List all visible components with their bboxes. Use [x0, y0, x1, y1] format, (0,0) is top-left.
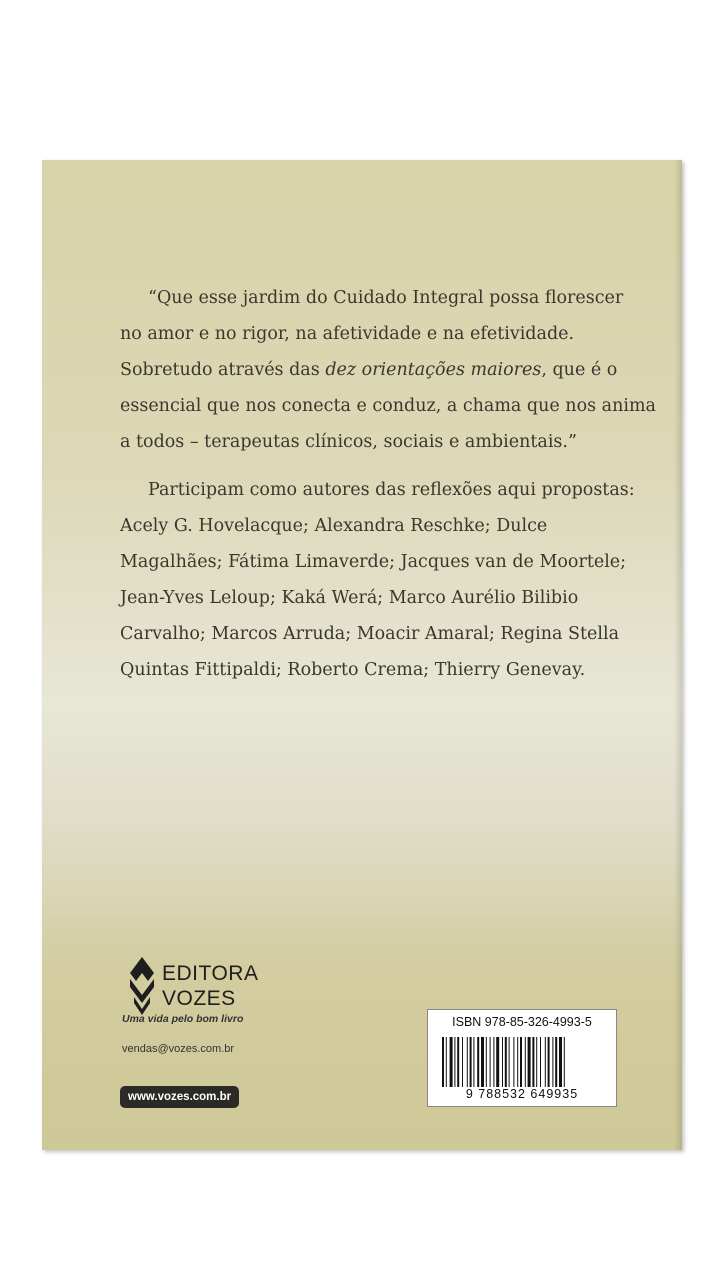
barcode-number: 9 788532 649935 [465, 1087, 579, 1101]
publisher-email: vendas@vozes.com.br [122, 1043, 235, 1055]
publisher-mark-icon [126, 957, 158, 1017]
isbn-text: ISBN 978-85-326-4993-5 [452, 1015, 592, 1029]
authors-paragraph [120, 472, 635, 688]
barcode-label [427, 1009, 617, 1107]
quote-line [120, 352, 625, 388]
quote-line: “Que esse jardim do Cuidado Integral possa florescer [148, 288, 624, 308]
authors-line: Participam como autores das reflexões aqui propostas: [148, 480, 635, 500]
back-cover-text [120, 280, 656, 688]
quote-line: a todos – terapeutas clínicos, sociais e ambientais.” [120, 432, 577, 452]
barcode-icon [442, 1037, 602, 1087]
publisher-tagline: Uma vida pelo bom livro [122, 1013, 244, 1025]
authors-line: Jean-Yves Leloup; Kaká Werá; Marco Aurélio Bilibio [120, 588, 579, 608]
authors-line: Quintas Fittipaldi; Roberto Crema; Thierry Genevay. [120, 660, 586, 680]
quote-text: Sobretudo através das [120, 360, 320, 380]
publisher-name [162, 961, 258, 1011]
quote-text: , que é o [541, 360, 618, 380]
authors-line: Carvalho; Marcos Arruda; Moacir Amaral; Regina Stella [120, 624, 620, 644]
quote-italic-text: dez orientações maiores [325, 360, 542, 380]
publisher-website: www.vozes.com.br [120, 1086, 239, 1108]
authors-line: Magalhães; Fátima Limaverde; Jacques van de Moortele; [120, 552, 627, 572]
book-back-cover [42, 160, 682, 1150]
authors-line: Acely G. Hovelacque; Alexandra Reschke; Dulce [120, 516, 548, 536]
publisher-name-line2: VOZES [162, 987, 236, 1010]
quote-line: no amor e no rigor, na afetividade e na efetividade. [120, 324, 575, 344]
publisher-logo [122, 957, 312, 1037]
quote-line: essencial que nos conecta e conduz, a chama que nos anima [120, 396, 656, 416]
quote-paragraph [120, 280, 656, 460]
publisher-name-line1: EDITORA [162, 962, 259, 985]
